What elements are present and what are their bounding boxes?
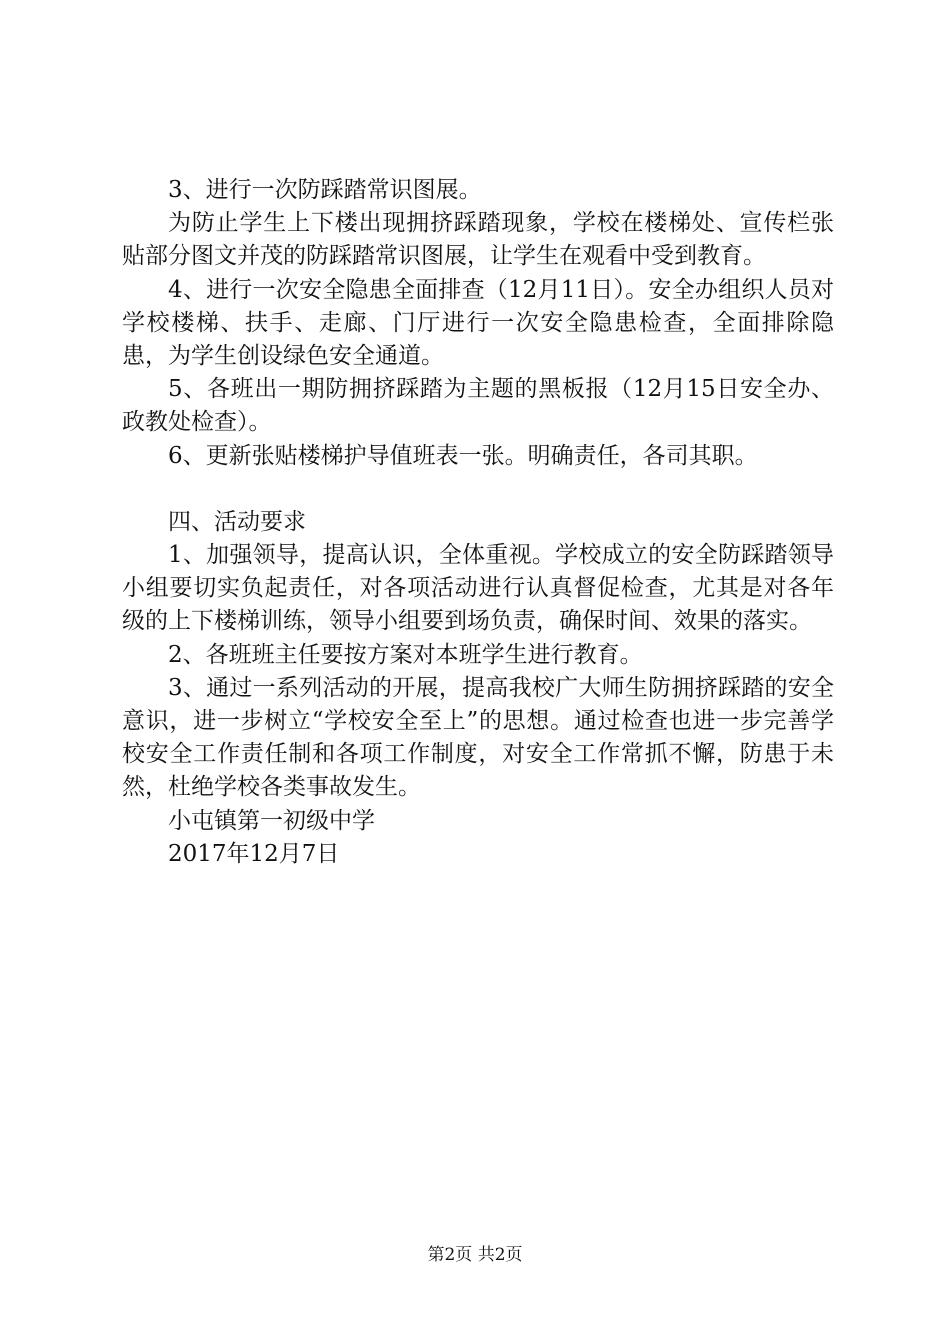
- activity-item-6: 6、更新张贴楼梯护导值班表一张。明确责任，各司其职。: [168, 442, 758, 469]
- activity-item-4: 4、进行一次安全隐患全面排查（12月11日）。安全办组织人员对学校楼梯、扶手、走廊、门厅进行一次安全隐患检查，全面排除隐患，为学生创设绿色安全通道。: [122, 276, 834, 370]
- page-number-footer: 第2页 共2页: [427, 1245, 523, 1265]
- requirement-item-2: 2、各班班主任要按方案对本班学生进行教育。: [168, 641, 643, 668]
- requirement-item-3: 3、通过一系列活动的开展，提高我校广大师生防拥挤踩踏的安全意识，进一步树立“学校安全至上”的思想。通过检查也进一步完善学校安全工作责任制和各项工作制度，对安全工作常抓不懈，防患于未然，杜绝学校各类事故发生。: [122, 674, 834, 801]
- activity-item-3-body: 为防止学生上下楼出现拥挤踩踏现象，学校在楼梯处、宣传栏张贴部分图文并茂的防踩踏常识图展，让学生在观看中受到教育。: [122, 210, 834, 270]
- section-title-requirements: 四、活动要求: [168, 508, 306, 535]
- signature-date: 2017年12月7日: [168, 840, 340, 867]
- activity-item-5: 5、各班出一期防拥挤踩踏为主题的黑板报（12月15日安全办、政教处检查）。: [122, 376, 834, 436]
- requirement-item-1: 1、加强领导，提高认识，全体重视。学校成立的安全防踩踏领导小组要切实负起责任，对各项活动进行认真督促检查，尤其是对各年级的上下楼梯训练，领导小组要到场负责，确保时间、效果的落实。: [122, 542, 834, 635]
- signature-school-name: 小屯镇第一初级中学: [168, 807, 375, 834]
- activity-item-3-title: 3、进行一次防踩踏常识图展。: [168, 177, 482, 203]
- document-body: [122, 174, 834, 871]
- paragraph-gap: [122, 473, 834, 506]
